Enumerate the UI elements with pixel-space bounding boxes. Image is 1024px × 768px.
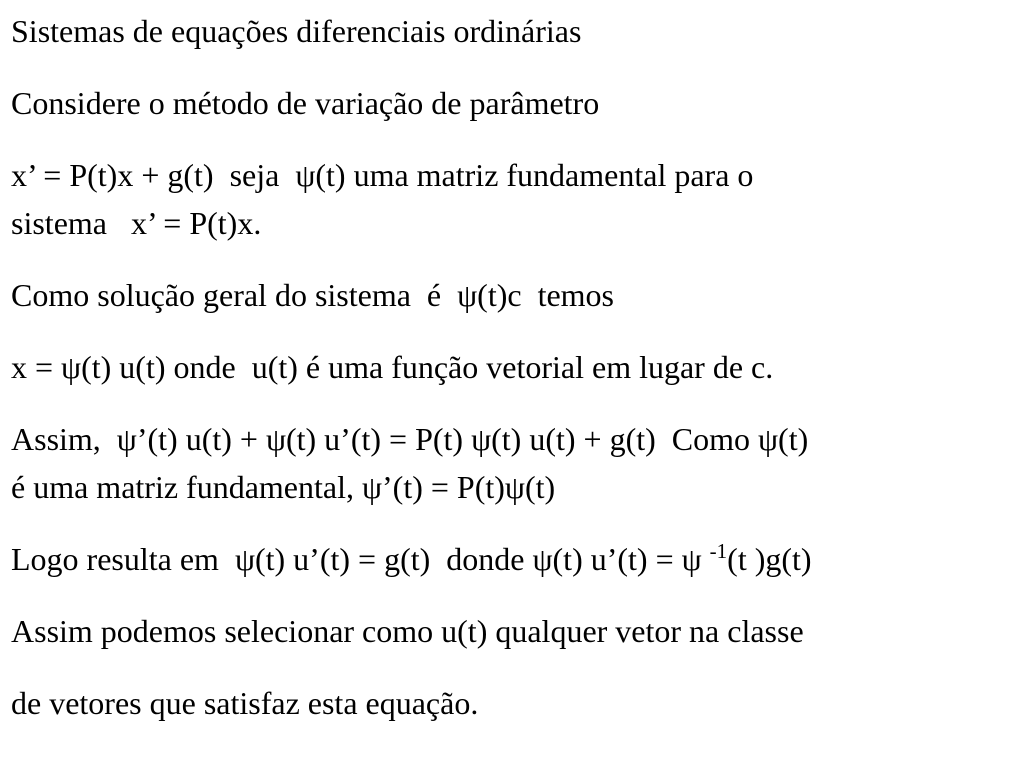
text-line-substitution: x = ψ(t) u(t) onde u(t) é uma função vetorial em lugar de c. [11, 349, 774, 385]
text-line-result [11, 540, 812, 582]
result-equation-end: (t )g(t) [727, 541, 812, 577]
result-equation-start: Logo resulta em ψ(t) u’(t) = g(t) donde ψ(t) u’(t) = ψ [11, 541, 710, 577]
text-line-system: x’ = P(t)x + g(t) seja ψ(t) uma matriz fundamental para o [11, 157, 754, 193]
inverse-exponent: -1 [709, 539, 728, 563]
text-line-conclusion: de vetores que satisfaz esta equação. [11, 685, 479, 721]
text-line-general-solution: Como solução geral do sistema é ψ(t)c temos [11, 277, 614, 313]
slide-title: Sistemas de equações diferenciais ordinárias [11, 13, 582, 49]
text-line-selection: Assim podemos selecionar como u(t) qualquer vetor na classe [11, 613, 804, 649]
text-line-fundamental-matrix: é uma matriz fundamental, ψ’(t) = P(t)ψ(t) [11, 469, 556, 505]
text-line-homogeneous: sistema x’ = P(t)x. [11, 205, 262, 241]
text-line-method: Considere o método de variação de parâmetro [11, 85, 600, 121]
text-line-derivative: Assim, ψ’(t) u(t) + ψ(t) u’(t) = P(t) ψ(t) u(t) + g(t) Como ψ(t) [11, 421, 809, 457]
